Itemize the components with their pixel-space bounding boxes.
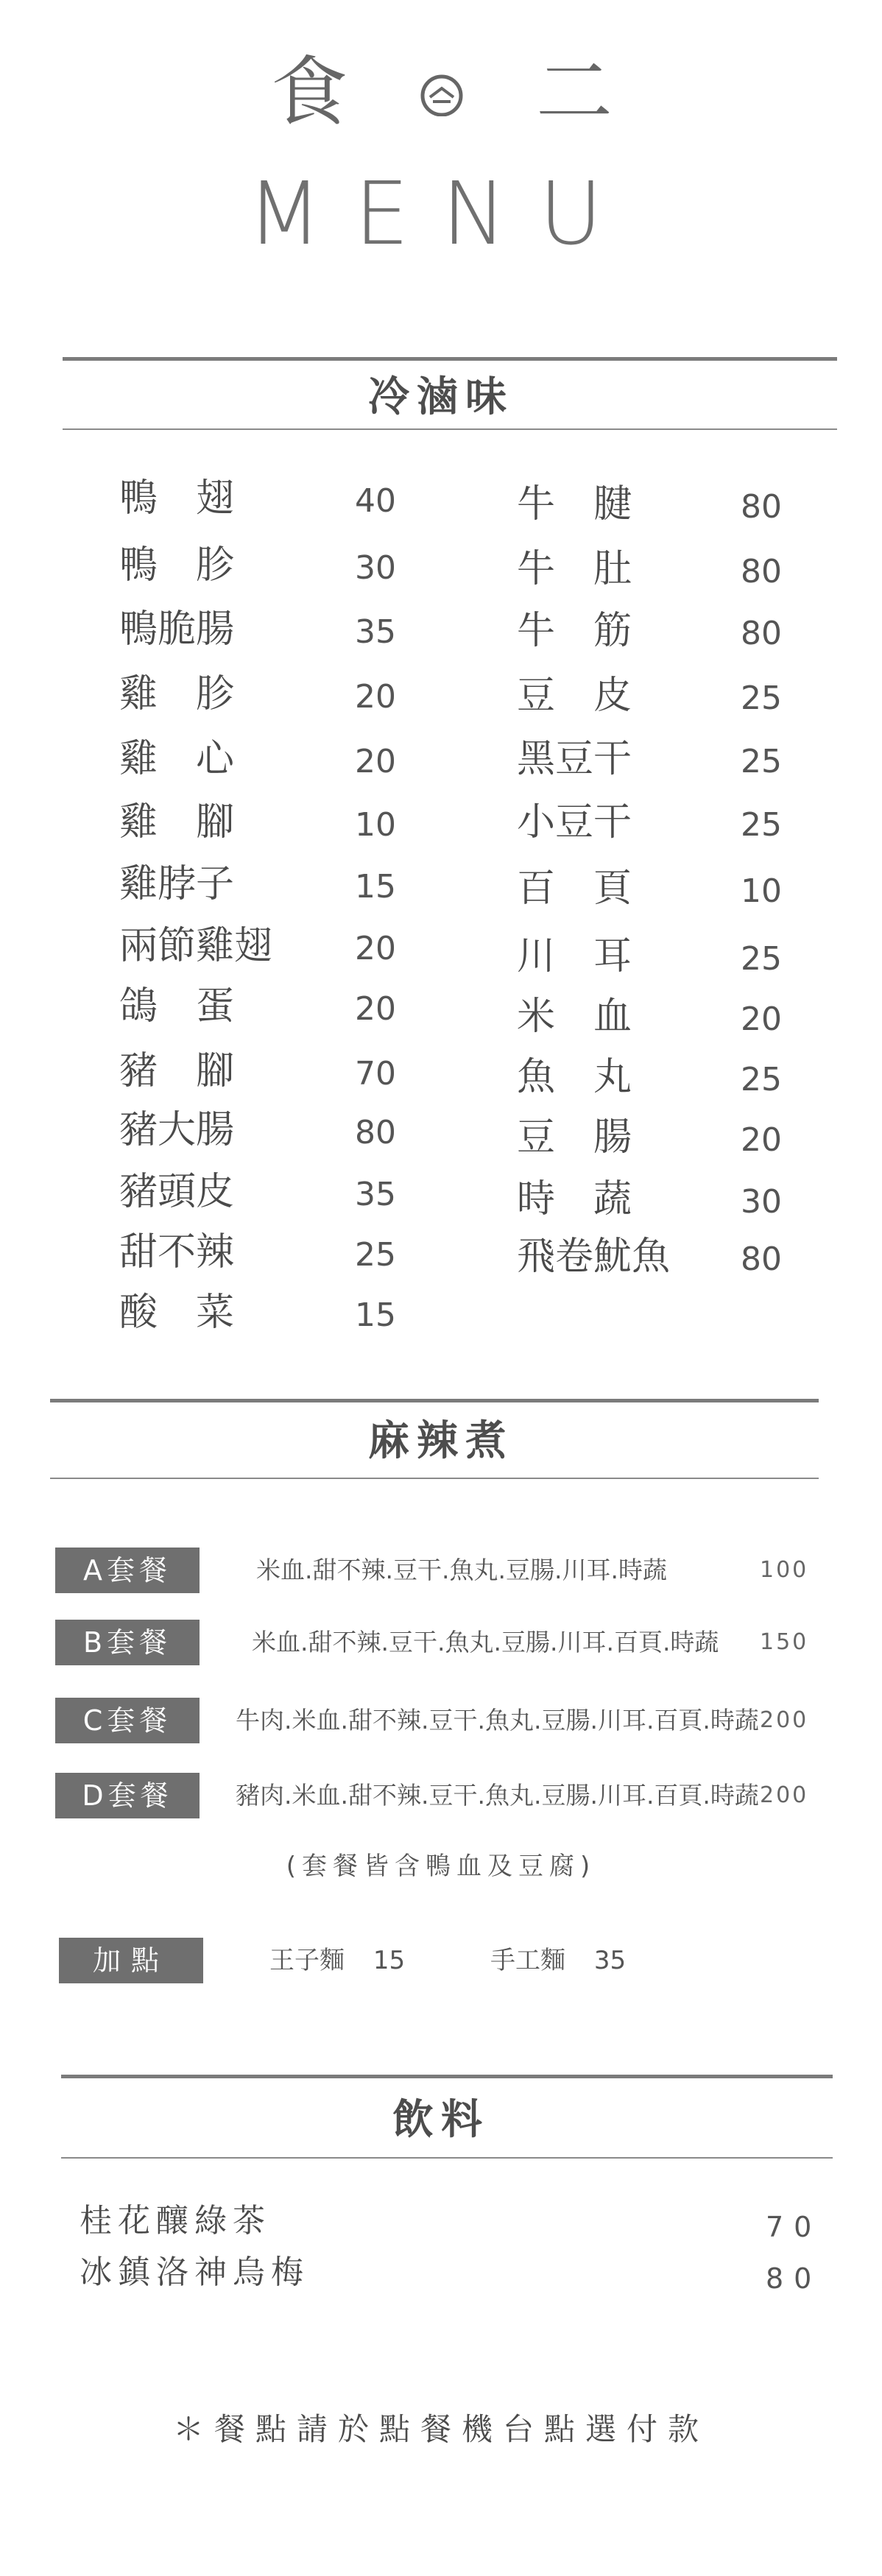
menu-item-price: 25 — [741, 1061, 782, 1098]
menu-item-price: 30 — [741, 1183, 782, 1221]
payment-note: ＊餐點請於點餐機台點選付款 — [172, 2411, 709, 2447]
menu-title: MENU — [247, 163, 635, 264]
set-description: 米血.甜不辣.豆干.魚丸.豆腸.川耳.百頁.時蔬 — [252, 1628, 719, 1656]
menu-item-price: 80 — [741, 488, 782, 526]
menu-item-name: 豬 腳 — [119, 1049, 235, 1093]
menu-item-name: 百 頁 — [517, 867, 632, 911]
menu-item-price: 80 — [741, 615, 782, 652]
menu-item-price: 20 — [741, 1121, 782, 1159]
menu-item-price: 20 — [355, 678, 396, 716]
menu-item-name: 黑豆干 — [517, 737, 632, 781]
logo-house-icon — [412, 72, 471, 116]
menu-item-name: 米 血 — [517, 995, 632, 1039]
drink-price: 70 — [766, 2211, 822, 2243]
set-description: 牛肉.米血.甜不辣.豆干.魚丸.豆腸.川耳.百頁.時蔬 — [236, 1706, 759, 1735]
logo-char-right: 二 — [535, 47, 613, 137]
set-price: 150 — [760, 1629, 809, 1655]
menu-item-name: 雞 胗 — [119, 672, 235, 716]
menu-item-price: 25 — [741, 940, 782, 978]
addon-badge: 加點 — [59, 1938, 203, 1983]
set-price: 200 — [760, 1707, 809, 1733]
section-title-cold: 冷滷味 — [368, 373, 514, 421]
drink-name: 冰鎮洛神烏梅 — [80, 2254, 309, 2291]
menu-item-name: 鴨脆腸 — [119, 607, 235, 652]
set-price: 200 — [760, 1782, 809, 1808]
section-rule-bottom — [63, 428, 837, 430]
set-badge: A套餐 — [55, 1548, 200, 1593]
addon-item-price: 35 — [593, 1946, 627, 1975]
menu-item-name: 豆 皮 — [517, 674, 632, 718]
addon-item-price: 15 — [373, 1946, 406, 1975]
menu-item-price: 80 — [355, 1114, 396, 1151]
section-rule-top — [63, 357, 837, 361]
logo — [0, 44, 882, 140]
menu-item-price: 10 — [741, 872, 782, 910]
menu-item-price: 30 — [355, 549, 396, 587]
drink-price: 80 — [766, 2262, 822, 2295]
set-price: 100 — [760, 1557, 809, 1583]
menu-item-name: 牛 肚 — [517, 547, 632, 591]
menu-item-name: 酸 菜 — [119, 1291, 235, 1335]
menu-item-price: 80 — [741, 553, 782, 590]
logo-char-left: 食 — [270, 47, 347, 137]
menu-item-name: 豆 腸 — [517, 1115, 632, 1160]
menu-item-price: 10 — [355, 806, 396, 844]
menu-item-name: 雞脖子 — [119, 862, 235, 906]
set-badge: B套餐 — [55, 1620, 200, 1665]
menu-item-name: 鴿 蛋 — [119, 984, 235, 1028]
set-description: 米血.甜不辣.豆干.魚丸.豆腸.川耳.時蔬 — [256, 1556, 667, 1584]
set-description: 豬肉.米血.甜不辣.豆干.魚丸.豆腸.川耳.百頁.時蔬 — [236, 1781, 759, 1810]
menu-item-name: 雞 心 — [119, 737, 235, 781]
menu-item-price: 25 — [355, 1236, 396, 1274]
menu-item-name: 牛 筋 — [517, 609, 632, 653]
section-rule-top — [61, 2075, 833, 2078]
menu-item-name: 豬頭皮 — [119, 1170, 235, 1214]
section-rule-bottom — [50, 1478, 819, 1479]
menu-item-price: 25 — [741, 743, 782, 780]
menu-item-price: 25 — [741, 680, 782, 717]
menu-item-price: 35 — [355, 1176, 396, 1213]
menu-item-name: 川 耳 — [517, 934, 632, 978]
drink-name: 桂花釀綠茶 — [80, 2202, 271, 2240]
menu-item-name: 飛卷魷魚 — [517, 1235, 671, 1279]
set-badge: D套餐 — [55, 1773, 200, 1818]
menu-item-price: 20 — [355, 743, 396, 780]
section-rule-bottom — [61, 2157, 833, 2159]
menu-item-name: 小豆干 — [517, 800, 632, 844]
addon-item-name: 手工麵 — [490, 1946, 565, 1975]
menu-item-name: 兩節雞翅 — [119, 924, 273, 968]
menu-item-name: 豬大腸 — [119, 1108, 235, 1152]
menu-item-price: 15 — [355, 1296, 396, 1334]
menu-item-name: 時 蔬 — [517, 1177, 632, 1221]
section-title-drinks: 飲料 — [392, 2096, 490, 2144]
menu-item-price: 80 — [741, 1241, 782, 1278]
section-rule-top — [50, 1399, 819, 1402]
set-note: (套餐皆含鴨血及豆腐) — [286, 1852, 596, 1881]
menu-item-price: 20 — [741, 1001, 782, 1038]
set-badge: C套餐 — [55, 1698, 200, 1743]
menu-item-price: 20 — [355, 990, 396, 1028]
menu-item-price: 15 — [355, 868, 396, 906]
menu-item-name: 鴨 翅 — [119, 476, 235, 521]
menu-item-price: 70 — [355, 1055, 396, 1093]
menu-item-name: 鴨 胗 — [119, 543, 235, 587]
section-title-spicy: 麻辣煮 — [368, 1417, 514, 1465]
addon-item — [490, 1938, 626, 1983]
menu-item-price: 20 — [355, 930, 396, 967]
menu-item-name: 牛 腱 — [517, 482, 632, 526]
menu-item-price: 40 — [355, 482, 396, 520]
menu-item-name: 魚 丸 — [517, 1055, 632, 1099]
addon-item — [269, 1938, 405, 1983]
menu-item-name: 雞 腳 — [119, 800, 235, 844]
addon-item-name: 王子麵 — [269, 1946, 345, 1975]
menu-item-price: 25 — [741, 806, 782, 844]
menu-item-price: 35 — [355, 613, 396, 651]
menu-item-name: 甜不辣 — [119, 1230, 235, 1274]
